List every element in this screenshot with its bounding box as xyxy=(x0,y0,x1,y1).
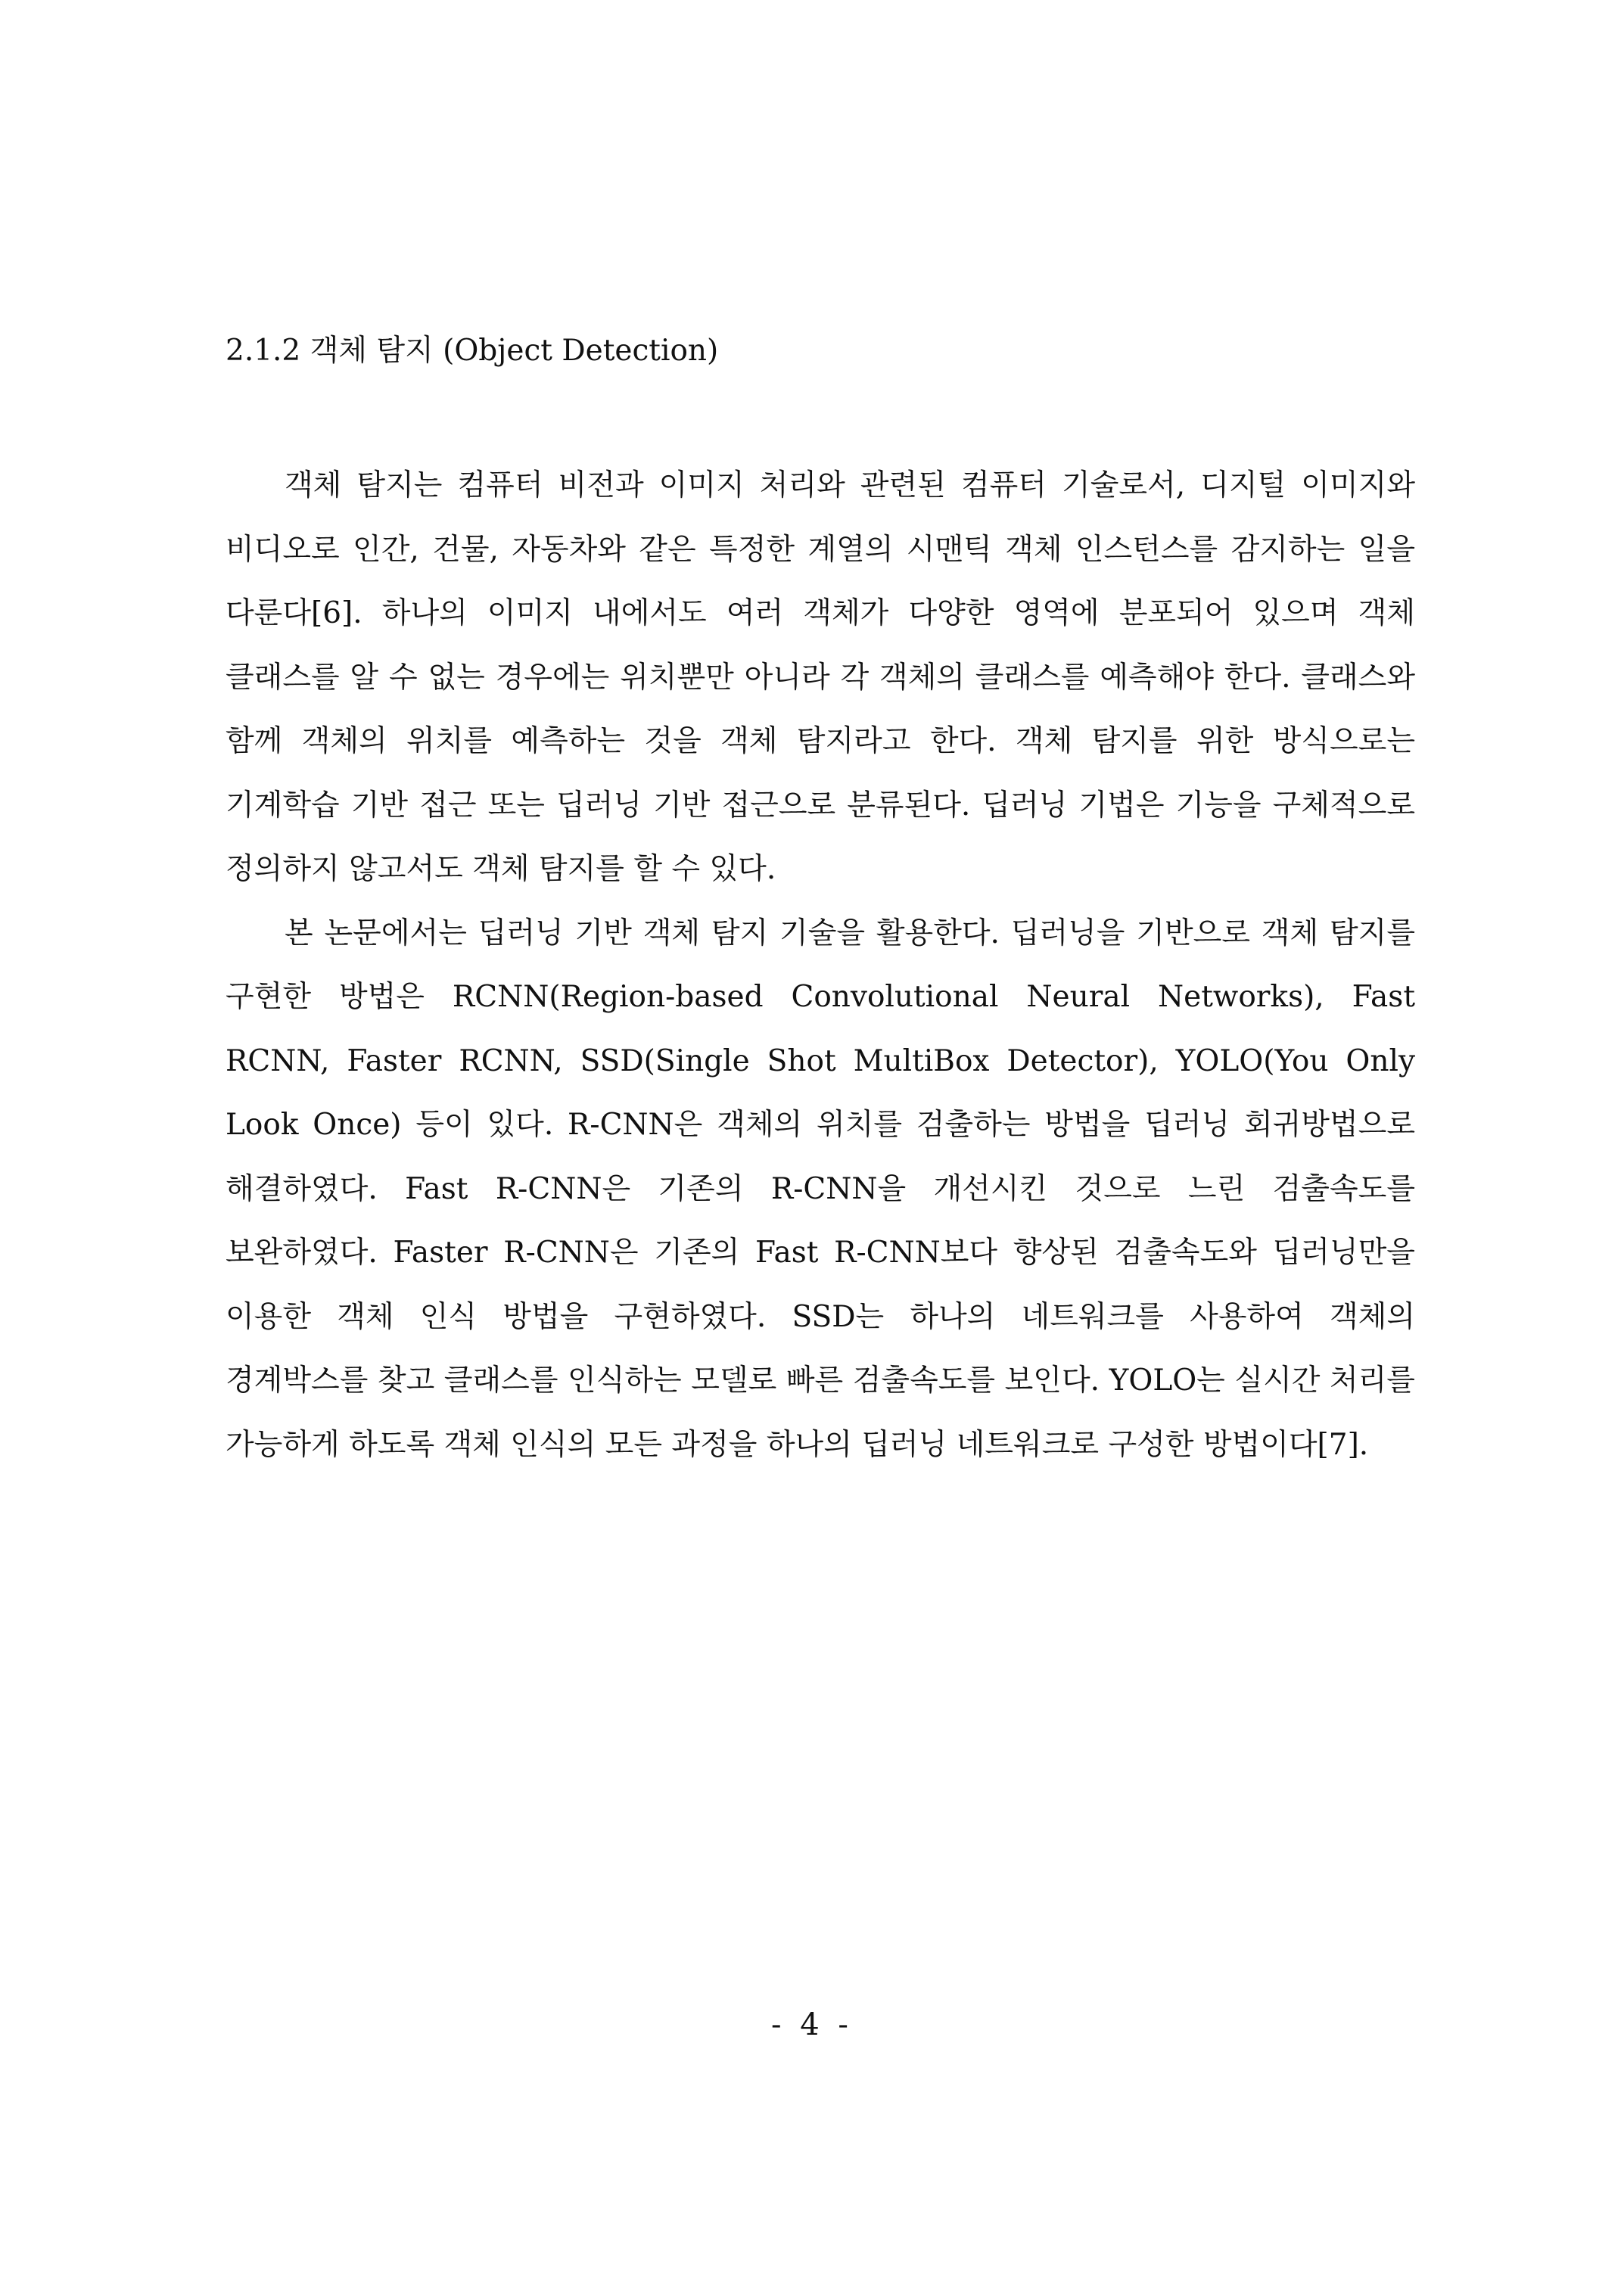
page-number: - 4 - xyxy=(771,2007,853,2042)
body-text xyxy=(226,454,1415,1477)
paragraph-deep-learning-methods: 본 논문에서는 딥러닝 기반 객체 탐지 기술을 활용한다. 딥러닝을 기반으로 객체 탐지를 구현한 방법은 RCNN(Region-based Convolutional Neural Networks), Fast RCNN, Faster RCNN, SSD(Single Shot MultiBox Detector), YOLO(You Only Look Once) 등이 있다. R-CNN은 객체의 위치를 검출하는 방법을 딥러닝 회귀방법으로 해결하였다. Fast R-CNN은 기존의 R-CNN을 개선시킨 것으로 느린 검출속도를 보완하였다. Faster R-CNN은 기존의 Fast R-CNN보다 향상된 검출속도와 딥러닝만을 이용한 객체 인식 방법을 구현하였다. SSD는 하나의 네트워크를 사용하여 객체의 경계박스를 찾고 클래스를 인식하는 모델로 빠른 검출속도를 보인다. YOLO는 실시간 처리를 가능하게 하도록 객체 인식의 모든 과정을 하나의 딥러닝 네트워크로 구성한 방법이다[7]. xyxy=(226,916,1415,1462)
paragraph-object-detection-intro: 객체 탐지는 컴퓨터 비전과 이미지 처리와 관련된 컴퓨터 기술로서, 디지털 이미지와 비디오로 인간, 건물, 자동차와 같은 특정한 계열의 시맨틱 객체 인스턴스를 감지하는 일을 다룬다[6]. 하나의 이미지 내에서도 여러 객체가 다양한 영역에 분포되어 있으며 객체 클래스를 알 수 없는 경우에는 위치뿐만 아니라 각 객체의 클래스를 예측해야 한다. 클래스와 함께 객체의 위치를 예측하는 것을 객체 탐지라고 한다. 객체 탐지를 위한 방식으로는 기계학습 기반 접근 또는 딥러닝 기반 접근으로 분류된다. 딥러닝 기법은 기능을 구체적으로 정의하지 않고서도 객체 탐지를 할 수 있다. xyxy=(226,468,1415,886)
section-heading: 2.1.2 객체 탐지 (Object Detection) xyxy=(226,334,719,368)
